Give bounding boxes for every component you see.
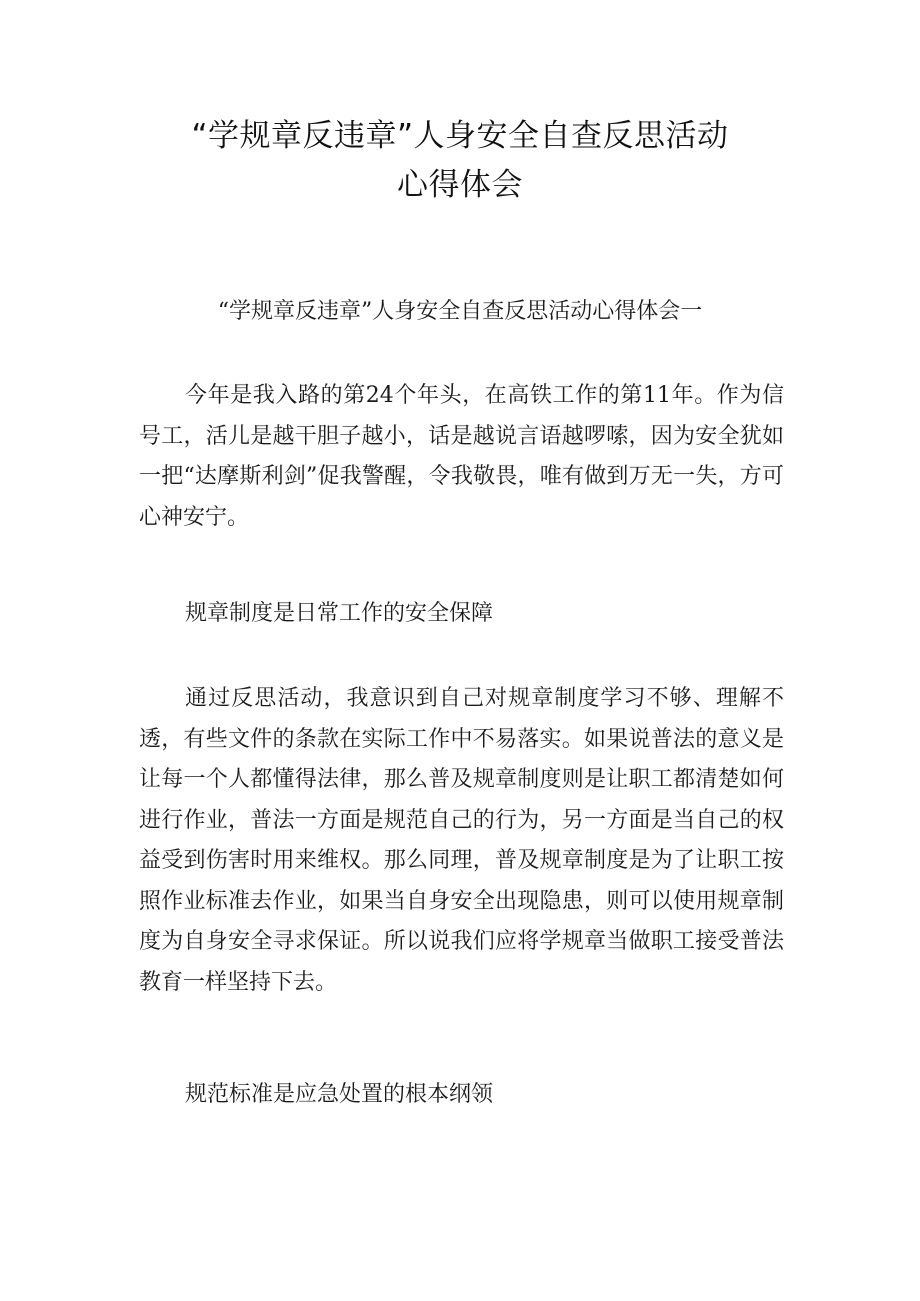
document-title-line-2: 心得体会: [397, 167, 523, 203]
paragraph-rules: 通过反思活动，我意识到自己对规章制度学习不够、理解不透，有些文件的条款在实际工作中不易落实。如果说普法的意义是让每一个人都懂得法律，那么普及规章制度则是让职工都清楚如何进行作业，普法一方面是规范自己的行为，另一方面是当自己的权益受到伤害时用来维权。那么同理，普及规章制度是为了让职工按照作业标准去作业，如果当自身安全出现隐患，则可以使用规章制度为自身安全寻求保证。所以说我们应将学规章当做职工接受普法教育一样坚持下去。: [139, 686, 784, 995]
section-heading-standards: 规范标准是应急处置的根本纲领: [185, 1082, 494, 1107]
document-title-line-1: “学规章反违章”人身安全自查反思活动: [191, 118, 729, 154]
section-heading-rules: 规章制度是日常工作的安全保障: [185, 601, 494, 626]
paragraph-intro: 今年是我入路的第24个年头，在高铁工作的第11年。作为信号工，活儿是越干胆子越小，话是越说言语越啰嗦，因为安全犹如一把“达摩斯利剑”促我警醒，令我敬畏，唯有做到万无一失，方可心神安宁。: [139, 383, 784, 530]
section-subtitle: “学规章反违章”人身安全自查反思活动心得体会一: [217, 299, 703, 324]
